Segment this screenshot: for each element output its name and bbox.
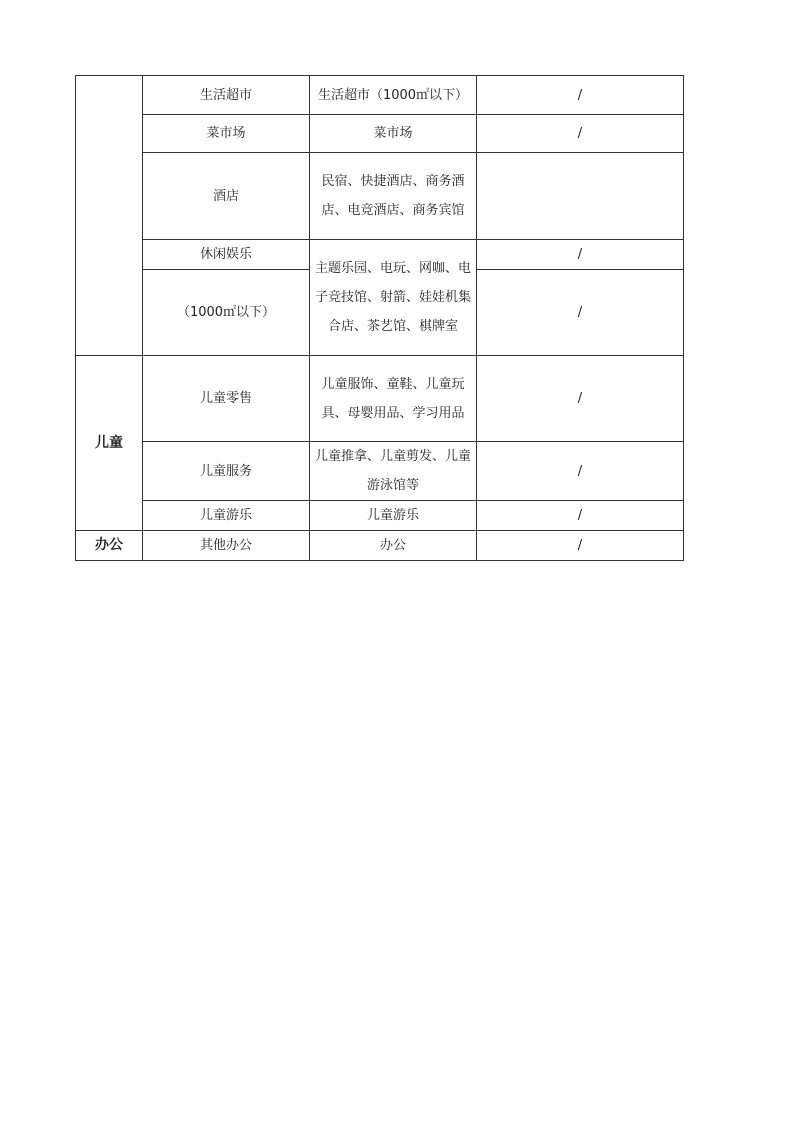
table-row (76, 240, 684, 270)
group-cell-office: 办公 (76, 531, 143, 561)
category-cell: 其他办公 (143, 531, 310, 561)
service-category-table (75, 75, 684, 561)
group-cell-children: 儿童 (76, 356, 143, 531)
subcategory-cell: 菜市场 (310, 115, 477, 153)
subcategory-cell: 民宿、快捷酒店、商务酒店、电竞酒店、商务宾馆 (310, 153, 477, 240)
category-cell: 菜市场 (143, 115, 310, 153)
value-cell: / (477, 501, 684, 531)
value-cell: / (477, 115, 684, 153)
value-cell: / (477, 240, 684, 270)
category-cell: 儿童服务 (143, 442, 310, 501)
table-row (76, 531, 684, 561)
category-cell: （1000㎡以下） (143, 270, 310, 356)
value-cell (477, 153, 684, 240)
subcategory-cell: 儿童游乐 (310, 501, 477, 531)
subcategory-cell: 办公 (310, 531, 477, 561)
category-cell: 儿童游乐 (143, 501, 310, 531)
value-cell: / (477, 76, 684, 115)
value-cell: / (477, 442, 684, 501)
table-row (76, 442, 684, 501)
subcategory-cell-merged: 主题乐园、电玩、网咖、电子竞技馆、射箭、娃娃机集合店、茶艺馆、棋牌室 (310, 240, 477, 356)
subcategory-cell: 儿童推拿、儿童剪发、儿童游泳馆等 (310, 442, 477, 501)
table-row (76, 356, 684, 442)
group-cell-empty (76, 76, 143, 356)
subcategory-cell: 儿童服饰、童鞋、儿童玩具、母婴用品、学习用品 (310, 356, 477, 442)
category-cell: 儿童零售 (143, 356, 310, 442)
table-row (76, 115, 684, 153)
table-row (76, 76, 684, 115)
subcategory-cell: 生活超市（1000㎡以下） (310, 76, 477, 115)
value-cell: / (477, 531, 684, 561)
value-cell: / (477, 270, 684, 356)
category-cell: 生活超市 (143, 76, 310, 115)
category-cell: 酒店 (143, 153, 310, 240)
category-cell: 休闲娱乐 (143, 240, 310, 270)
table-row (76, 153, 684, 240)
value-cell: / (477, 356, 684, 442)
table-row (76, 501, 684, 531)
